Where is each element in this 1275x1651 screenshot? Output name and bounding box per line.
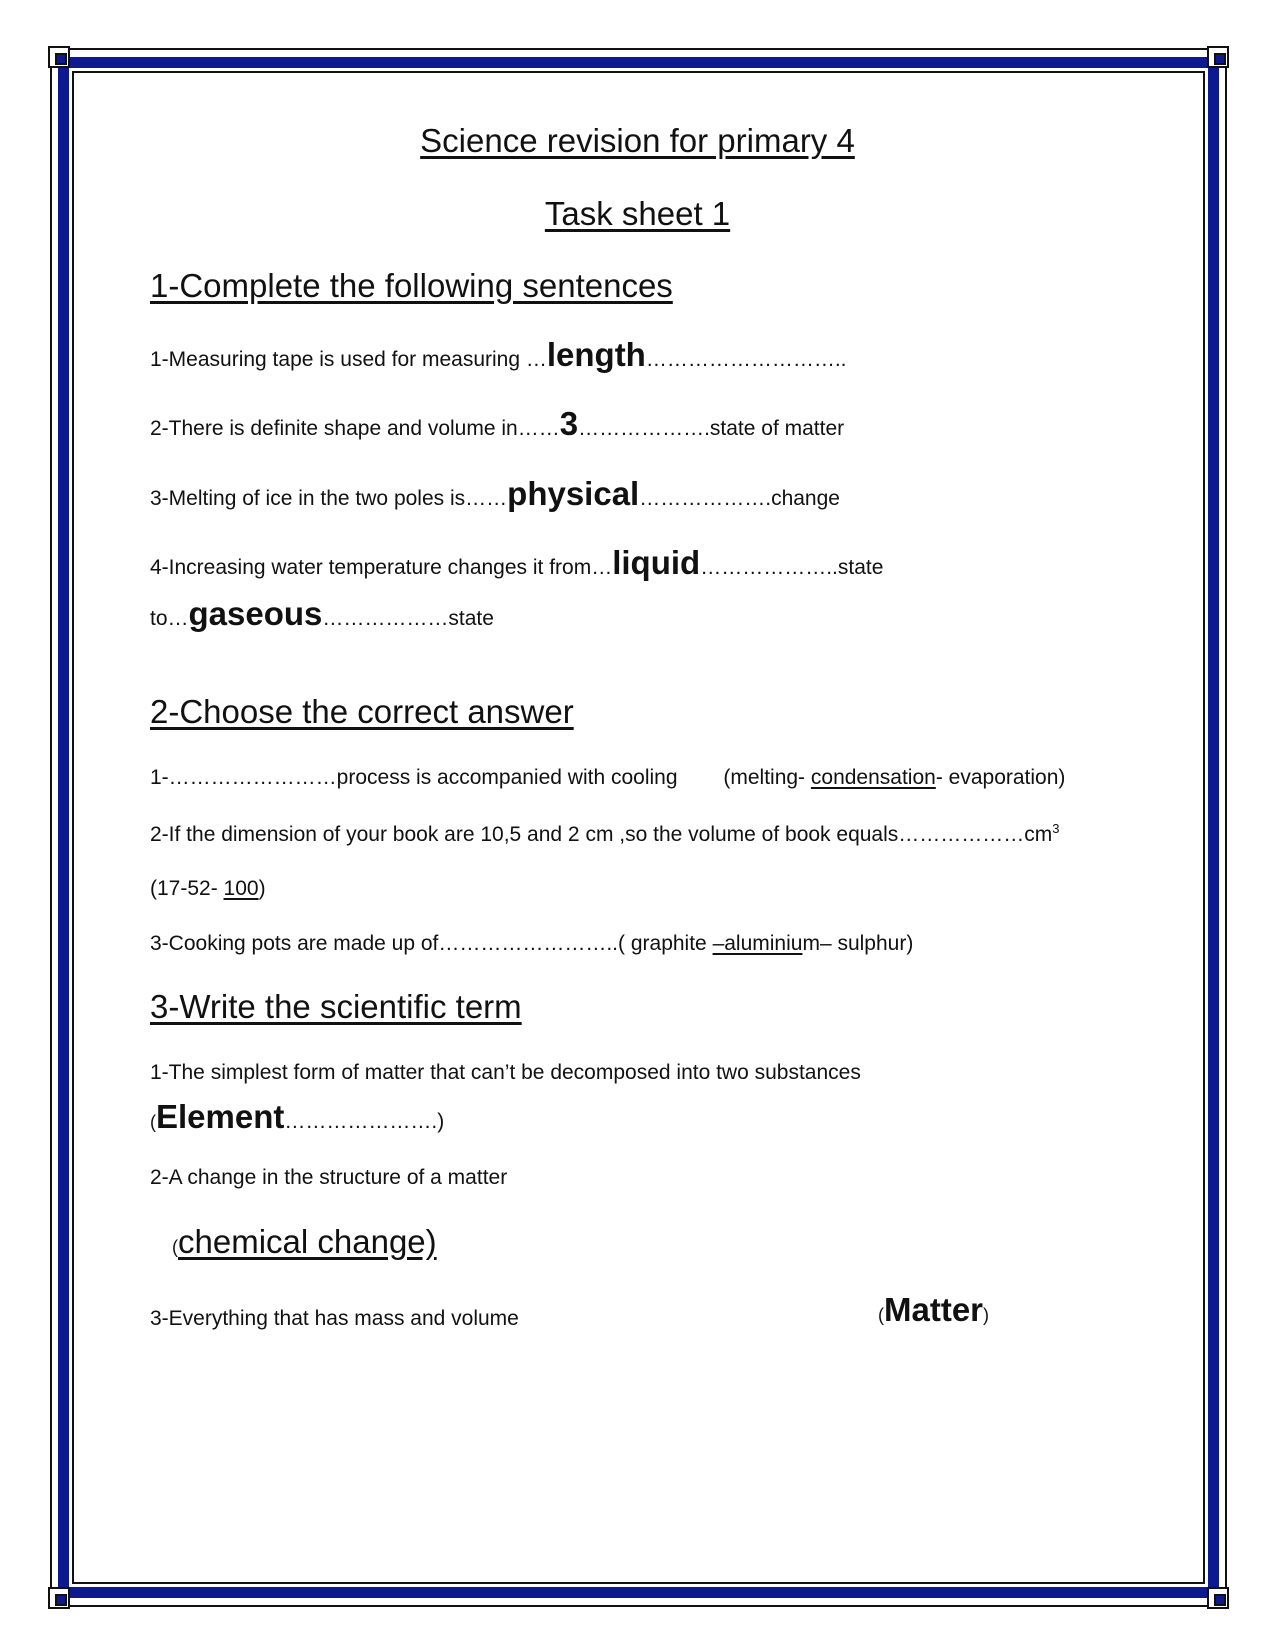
s3-question-2 (150, 1166, 507, 1190)
question-text: 3-Melting of ice in the two poles is…… (150, 487, 508, 510)
question-text: 2-A change in the structure of a matter (150, 1166, 508, 1189)
s2-question-3 (150, 932, 913, 956)
answer: gaseous (188, 595, 323, 632)
answer: physical (507, 475, 640, 512)
s3-question-3 (150, 1307, 519, 1331)
option-text: m– sulphur) (802, 932, 914, 955)
option-text: (melting- (723, 766, 811, 789)
question-text: 2-There is definite shape and volume in…… (150, 417, 560, 440)
corner-ornament (48, 46, 70, 68)
option-text: ) (258, 877, 266, 900)
s1-question-1 (150, 336, 847, 374)
paren: ( (150, 1112, 156, 1132)
question-text: 3-Cooking pots are made up of……………………..( graphite (150, 932, 713, 955)
answer: liquid (612, 544, 701, 581)
answer: –aluminiu (712, 932, 803, 955)
answer: chemical change) (178, 1223, 437, 1260)
blank-dots: ……………………….. (645, 348, 847, 371)
question-text: ………………state (322, 607, 494, 630)
section1-heading: 1-Complete the following sentences (150, 267, 673, 304)
s2-question-2-options (150, 877, 266, 901)
question-text: 3-Everything that has mass and volume (150, 1307, 519, 1330)
corner-ornament (1207, 1587, 1229, 1609)
s1-question-2 (150, 405, 844, 443)
options (723, 766, 1065, 789)
option-text: - evaporation) (935, 766, 1066, 789)
corner-ornament (1207, 46, 1229, 68)
answer: Element (156, 1098, 285, 1135)
s3-question-1-answer (150, 1098, 444, 1136)
answer: condensation (810, 766, 936, 789)
s3-question-3-answer (878, 1291, 989, 1329)
s1-question-3 (150, 475, 840, 513)
document-title: Science revision for primary 4 (420, 122, 855, 159)
superscript: 3 (1052, 821, 1060, 836)
answer: length (546, 336, 646, 373)
s3-question-1 (150, 1061, 861, 1085)
answer: 3 (559, 405, 579, 442)
paren: ( (172, 1237, 178, 1257)
question-text: ……………….state of matter (578, 417, 845, 440)
paren: ( (878, 1305, 884, 1325)
corner-ornament (48, 1587, 70, 1609)
s3-question-2-answer (172, 1223, 437, 1261)
question-text: 1-The simplest form of matter that can’t be decomposed into two substances (150, 1061, 861, 1084)
blank-dots: ………………….) (284, 1110, 445, 1133)
section2-heading: 2-Choose the correct answer (150, 693, 574, 730)
question-text: 1-……………………process is accompanied with cooling (150, 766, 678, 789)
question-text: 2-If the dimension of your book are 10,5 and 2 cm ,so the volume of book equals………………cm (150, 823, 1053, 846)
question-text: ……………….change (639, 487, 840, 510)
document-subtitle: Task sheet 1 (544, 195, 731, 232)
option-text: (17-52- (150, 877, 224, 900)
section3-heading: 3-Write the scientific term (150, 988, 522, 1025)
question-text: 1-Measuring tape is used for measuring … (150, 348, 547, 371)
answer: Matter (884, 1291, 984, 1328)
s1-question-4 (150, 544, 883, 582)
question-text: 4-Increasing water temperature changes it from… (150, 556, 613, 579)
s1-question-4-cont (150, 595, 494, 633)
paren: ) (983, 1305, 990, 1325)
s2-question-1 (150, 766, 1065, 790)
question-text: ………………..state (700, 556, 884, 579)
question-text: to… (150, 607, 189, 630)
answer: 100 (223, 877, 259, 900)
s2-question-2 (150, 821, 1060, 847)
